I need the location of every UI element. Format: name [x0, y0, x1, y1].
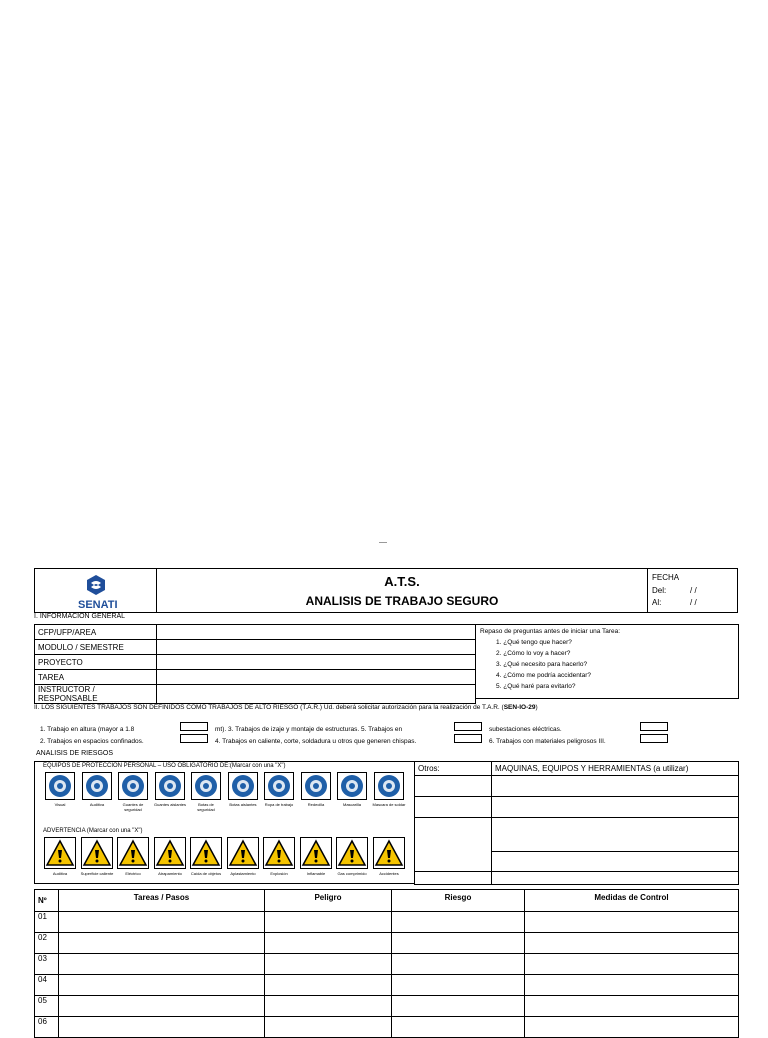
maquinas-cell[interactable] — [492, 818, 739, 852]
medidas-cell[interactable] — [525, 975, 739, 996]
table-row — [35, 954, 739, 975]
medidas-cell[interactable] — [525, 1017, 739, 1038]
logo-text: SENATI — [78, 599, 118, 611]
del-label: Del: — [652, 586, 667, 595]
row-num: 06 — [35, 1017, 59, 1038]
tarea-cell[interactable] — [59, 954, 265, 975]
section2-title-text: II. LOS SIGUIENTES TRABAJOS SON DEFINIDOS COMO TRABAJOS DE ALTO RIESGO (T.A.R.) Ud. deberá solicitar autorización para la realización de T.A.R. ( — [34, 704, 504, 711]
table-row — [35, 996, 739, 1017]
epp-label: Ropa de trabajo — [264, 802, 294, 807]
questions-title: Repaso de preguntas antes de iniciar una Tarea: — [480, 628, 621, 635]
compressed-gas-warning-icon[interactable] — [336, 837, 368, 869]
del-date[interactable]: / / — [690, 586, 697, 595]
section1-title: I. INFORMACION GENERAL — [34, 613, 126, 620]
ear-protection-icon[interactable] — [82, 772, 112, 800]
riesgo-cell[interactable] — [392, 975, 525, 996]
tarea-cell[interactable] — [59, 1017, 265, 1038]
question-item: 2. ¿Cómo lo voy a hacer? — [496, 650, 571, 657]
tar-checkbox-5[interactable] — [640, 722, 668, 731]
insulated-gloves-icon[interactable] — [155, 772, 185, 800]
tar-checkbox-6[interactable] — [640, 734, 668, 743]
field-label: PROYECTO — [35, 655, 157, 670]
epp-label: Botas aislantes — [229, 802, 257, 807]
field-label: CFP/UFP/AREA — [35, 625, 157, 640]
warning-label: Caída de objetos — [190, 871, 222, 876]
tar-row2-b: 4. Trabajos en caliente, corte, soldadura u otros que generen chispas. — [215, 738, 417, 745]
riesgo-cell[interactable] — [392, 996, 525, 1017]
warning-label: Auditiva — [52, 871, 68, 876]
analisis-title: ANALISIS DE RIESGOS — [36, 750, 114, 757]
field-value[interactable] — [157, 670, 476, 685]
maquinas-title: MAQUINAS, EQUIPOS Y HERRAMIENTAS (a utilizar) — [492, 762, 739, 776]
warning-title: ADVERTENCIA (Marcar con una "X") — [43, 828, 143, 834]
header-logo-cell — [34, 568, 157, 613]
row-num: 04 — [35, 975, 59, 996]
welding-mask-icon[interactable] — [374, 772, 404, 800]
table-row — [35, 933, 739, 954]
entrapment-warning-icon[interactable] — [154, 837, 186, 869]
col-header-tareas: Tareas / Pasos — [59, 890, 265, 912]
section2-code: SEN-IO-29 — [503, 704, 536, 711]
warning-label: Atrapamiento — [158, 871, 182, 876]
field-value[interactable] — [157, 640, 476, 655]
otros-cell[interactable] — [415, 818, 492, 872]
section2-title-end: ) — [535, 704, 538, 711]
epp-title: EQUIPOS DE PROTECCION PERSONAL – USO OBLIGATORIO DE:(Marcar con una "X") — [43, 763, 286, 769]
peligro-cell[interactable] — [265, 996, 392, 1017]
peligro-cell[interactable] — [265, 954, 392, 975]
tasks-table — [34, 889, 739, 1038]
peligro-cell[interactable] — [265, 933, 392, 954]
tarea-cell[interactable] — [59, 933, 265, 954]
otros-cell[interactable] — [415, 797, 492, 818]
medidas-cell[interactable] — [525, 996, 739, 1017]
row-num: 02 — [35, 933, 59, 954]
safety-boots-icon[interactable] — [191, 772, 221, 800]
peligro-cell[interactable] — [265, 1017, 392, 1038]
insulated-boots-icon[interactable] — [228, 772, 258, 800]
accident-warning-icon[interactable] — [373, 837, 405, 869]
work-clothes-icon[interactable] — [264, 772, 294, 800]
eye-protection-icon[interactable] — [45, 772, 75, 800]
col-header-riesgo: Riesgo — [392, 890, 525, 912]
tar-row2-c: 6. Trabajos con materiales peligrosos III. — [489, 738, 606, 745]
fecha-label: FECHA — [652, 573, 680, 582]
field-value[interactable] — [157, 655, 476, 670]
flammable-warning-icon[interactable] — [300, 837, 332, 869]
col-header-peligro: Peligro — [265, 890, 392, 912]
warning-label: Inflamable — [306, 871, 326, 876]
field-value[interactable] — [157, 685, 476, 704]
field-value[interactable] — [157, 625, 476, 640]
maquinas-cell[interactable] — [492, 872, 739, 885]
otros-cell[interactable] — [415, 872, 492, 885]
page-mark — [379, 542, 387, 543]
info-general-table — [34, 624, 476, 704]
hot-surface-warning-icon[interactable] — [81, 837, 113, 869]
epp-label: Guantes de seguridad — [122, 802, 144, 812]
tar-row1-a: 1. Trabajo en altura (mayor a 1.8 — [40, 726, 135, 733]
question-item: 4. ¿Cómo me podría accidentar? — [496, 672, 592, 679]
tar-checkbox-2[interactable] — [180, 734, 208, 743]
maquinas-cell[interactable] — [492, 776, 739, 797]
question-item: 3. ¿Qué necesito para hacerlo? — [496, 661, 588, 668]
tar-row1-b: mt). 3. Trabajos de izaje y montaje de estructuras. 5. Trabajos en — [215, 726, 403, 733]
warning-label: Superficie caliente — [80, 871, 114, 876]
riesgo-cell[interactable] — [392, 933, 525, 954]
crushing-warning-icon[interactable] — [227, 837, 259, 869]
medidas-cell[interactable] — [525, 912, 739, 933]
epp-label: Guantes aislantes — [153, 802, 187, 807]
tarea-cell[interactable] — [59, 996, 265, 1017]
tar-checkbox-1[interactable] — [180, 722, 208, 731]
medidas-cell[interactable] — [525, 954, 739, 975]
epp-label: Botas de seguridad — [197, 802, 215, 812]
tar-checkbox-4[interactable] — [454, 734, 482, 743]
maquinas-cell[interactable] — [492, 797, 739, 818]
field-label: TAREA — [35, 670, 157, 685]
questions-box — [475, 624, 739, 699]
peligro-cell[interactable] — [265, 975, 392, 996]
epp-label: Auditiva — [89, 802, 105, 807]
header-title-cell — [156, 568, 648, 613]
table-row — [35, 1017, 739, 1038]
col-header-medidas: Medidas de Control — [525, 890, 739, 912]
hairnet-icon[interactable] — [301, 772, 331, 800]
explosion-warning-icon[interactable] — [263, 837, 295, 869]
row-num: 03 — [35, 954, 59, 975]
table-row — [35, 975, 739, 996]
tar-row1-c: subestaciones eléctricas. — [489, 726, 562, 733]
noise-warning-icon[interactable] — [44, 837, 76, 869]
question-item: 5. ¿Qué haré para evitarlo? — [496, 683, 576, 690]
section2-title — [34, 704, 538, 711]
epp-label: Mascara de soldar — [372, 802, 406, 807]
mask-icon[interactable] — [337, 772, 367, 800]
falling-objects-warning-icon[interactable] — [190, 837, 222, 869]
otros-label: Otros: — [415, 762, 492, 776]
epp-label: Redecilla — [307, 802, 325, 807]
safety-gloves-icon[interactable] — [118, 772, 148, 800]
epp-label: Mascarilla — [342, 802, 361, 807]
maquinas-cell[interactable] — [492, 852, 739, 872]
otros-cell[interactable] — [415, 776, 492, 797]
warning-label: Accidentes — [379, 871, 399, 876]
peligro-cell[interactable] — [265, 912, 392, 933]
riesgo-cell[interactable] — [392, 912, 525, 933]
senati-logo-icon — [85, 574, 107, 596]
medidas-cell[interactable] — [525, 933, 739, 954]
warning-label: Aplastamiento — [230, 871, 256, 876]
epp-label: Visual — [54, 802, 66, 807]
al-label: Al: — [652, 598, 662, 607]
row-num: 05 — [35, 996, 59, 1017]
riesgo-cell[interactable] — [392, 954, 525, 975]
maquinas-table — [414, 761, 739, 885]
tar-row2-a: 2. Trabajos en espacios confinados. — [40, 738, 144, 745]
col-header-num: Nº — [35, 890, 59, 912]
table-row — [35, 912, 739, 933]
page-title: A.T.S. — [384, 574, 420, 589]
al-date[interactable]: / / — [690, 598, 697, 607]
warning-label: Gas comprimido — [337, 871, 367, 876]
warning-label: Eléctrico — [125, 871, 141, 876]
field-label: INSTRUCTOR / RESPONSABLE — [35, 685, 157, 704]
row-num: 01 — [35, 912, 59, 933]
header-date-cell — [647, 568, 738, 613]
field-label: MODULO / SEMESTRE — [35, 640, 157, 655]
tar-checkbox-3[interactable] — [454, 722, 482, 731]
electric-warning-icon[interactable] — [117, 837, 149, 869]
question-item: 1. ¿Qué tengo que hacer? — [496, 639, 572, 646]
riesgo-cell[interactable] — [392, 1017, 525, 1038]
tarea-cell[interactable] — [59, 912, 265, 933]
page-subtitle: ANALISIS DE TRABAJO SEGURO — [305, 594, 499, 608]
warning-label: Explosión — [270, 871, 288, 876]
tarea-cell[interactable] — [59, 975, 265, 996]
